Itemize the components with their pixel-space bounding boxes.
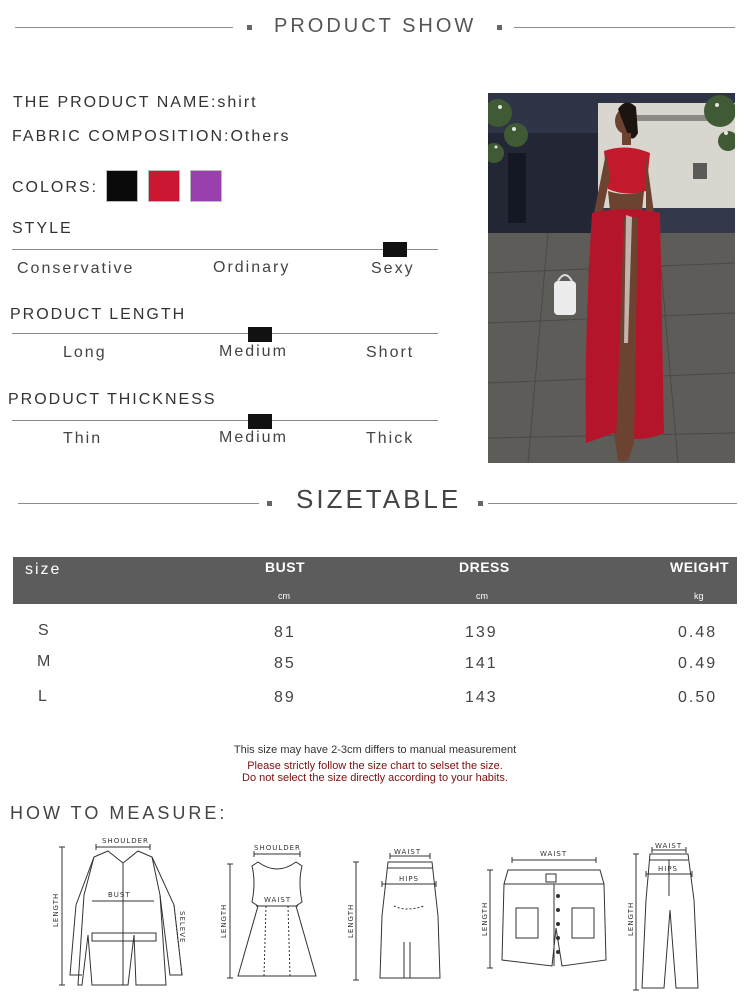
product-name: THE PRODUCT NAME:shirt [13,94,258,111]
length-label: PRODUCT LENGTH [10,306,187,323]
sizetable-dot-right [478,501,483,506]
row-s-dress: 139 [465,624,498,641]
jacket-sleeve-label: SELEVE [178,911,186,944]
sizetable-title: SIZETABLE [296,484,462,514]
column-size: size [25,561,62,578]
header-rule-right [514,27,735,28]
style-scale-line [12,249,438,250]
dress-length-label: LENGTH [220,903,228,938]
shorts-waist-label: WAIST [540,850,568,858]
skirt-length-label: LENGTH [347,903,355,938]
color-swatch-black[interactable] [106,170,138,202]
row-m-size: M [37,653,53,670]
sizetable-dot-left [267,501,272,506]
row-s-bust: 81 [274,624,296,641]
jacket-diagram [48,835,196,993]
thickness-label: PRODUCT THICKNESS [8,391,217,408]
style-option-conservative: Conservative [17,260,135,277]
sizetable-rule-right [488,503,737,504]
skirt-hips-label: HIPS [399,875,419,883]
column-dress-unit: cm [476,591,488,601]
row-s-size: S [38,622,51,639]
length-option-short: Short [366,344,415,361]
thickness-scale-line [12,420,438,421]
dress-waist-label: WAIST [264,896,292,904]
shorts-diagram [478,848,608,974]
pants-length-label: LENGTH [627,901,635,936]
dress-shoulder-label: SHOULDER [254,844,301,852]
jacket-shoulder-label: SHOULDER [102,837,149,845]
length-scale-line [12,333,438,334]
skirt-waist-label: WAIST [394,848,422,856]
column-weight: WEIGHT [670,559,729,575]
column-bust: BUST [265,559,306,575]
size-table-header [13,557,737,604]
pants-waist-label: WAIST [655,842,683,850]
header-dot-left [247,25,252,30]
header-dot-right [497,25,502,30]
length-option-long: Long [63,344,107,361]
thickness-option-thick: Thick [366,430,415,447]
thickness-scale-marker [248,414,272,429]
column-bust-unit: cm [278,591,290,601]
product-show-title: PRODUCT SHOW [274,15,477,37]
product-photo [488,93,735,463]
how-to-measure-title: HOW TO MEASURE: [10,803,228,823]
style-option-ordinary: Ordinary [213,259,291,276]
column-weight-unit: kg [694,591,704,601]
thickness-option-medium: Medium [219,429,288,446]
size-warning-1: Please strictly follow the size chart to selset the size. [247,760,503,772]
sizetable-rule-left [18,503,259,504]
colors-label: COLORS: [12,179,99,196]
row-m-bust: 85 [274,655,296,672]
row-m-weight: 0.49 [678,655,718,672]
header-rule-left [15,27,233,28]
color-swatch-purple[interactable] [190,170,222,202]
size-warning-2: Do not select the size directly according to your habits. [242,772,508,784]
row-s-weight: 0.48 [678,624,718,641]
length-option-medium: Medium [219,343,288,360]
pants-hips-label: HIPS [658,865,678,873]
row-l-size: L [38,688,49,705]
row-m-dress: 141 [465,655,498,672]
style-option-sexy: Sexy [371,260,415,277]
jacket-length-label: LENGTH [52,892,60,927]
style-label: STYLE [12,220,73,237]
length-scale-marker [248,327,272,342]
pants-diagram [624,840,714,994]
style-scale-marker [383,242,407,257]
measurement-note: This size may have 2-3cm differs to manual measurement [233,744,517,756]
dress-diagram [216,842,326,982]
thickness-option-thin: Thin [63,430,103,447]
row-l-dress: 143 [465,689,498,706]
color-swatch-red[interactable] [148,170,180,202]
skirt-diagram [344,846,444,986]
row-l-bust: 89 [274,689,296,706]
fabric-composition: FABRIC COMPOSITION:Others [12,128,291,145]
shorts-length-label: LENGTH [481,901,489,936]
column-dress: DRESS [459,559,510,575]
row-l-weight: 0.50 [678,689,718,706]
jacket-bust-label: BUST [108,891,131,899]
